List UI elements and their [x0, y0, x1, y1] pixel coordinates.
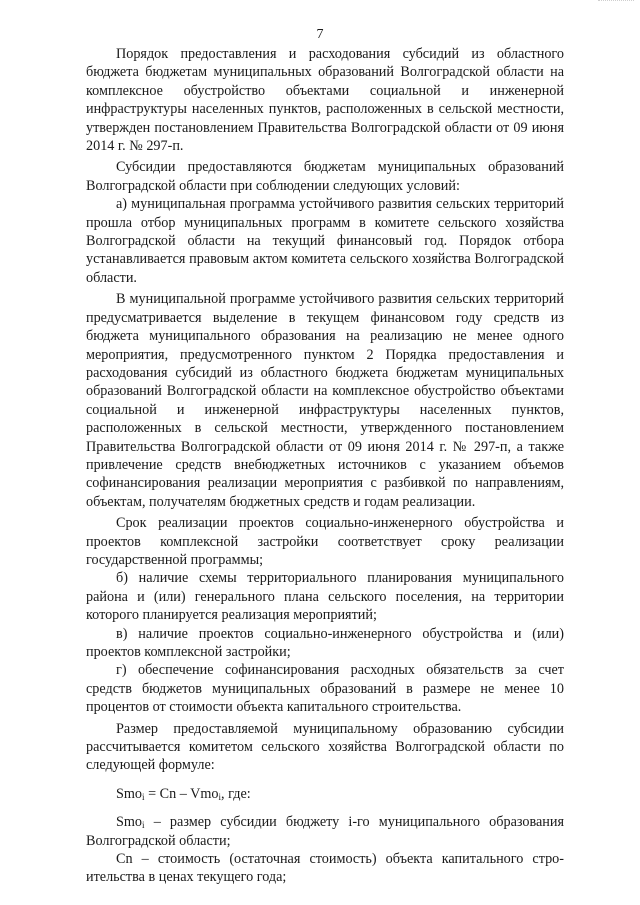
- paragraph-program-funding: В муниципальной программе устойчивого развития сельских территорий предусматривается выделение в текущем финансовом году средств из бюджета муниципального образования на реализацию не менее одного мероприятия, предусмотренного пунктом 2 Порядка предоставления и расходования субсидий из областного бюджета бюджетам муниципальных образований Волгоградской области на комплексное обустройство объектами социальной и инженерной инфраструктуры населенных пунктов, расположенных в сельской местности, утвержденного постановлением Правительства Волгоградской области от 09 июня 2014 г. № 297-п, а также привлечение средств внебюджетных источников с указанием объемов софинансирования реализации мероприятия с разбивкой по направлениям, объектам, получателям бюджетных средств и годам реализации.: [86, 291, 564, 510]
- scan-edge-mark: [598, 0, 634, 4]
- formula-lhs: Smo: [116, 785, 143, 802]
- definition-smo-symbol: Smo: [116, 814, 143, 831]
- paragraph-implementation-term: Срок реализации проектов социально-инженерного обустройства и проектов комплексной застройки соответствует сроку реализации государственной программы;: [86, 515, 564, 568]
- paragraph-condition-v: в) наличие проектов социально-инженерного обустройства и (или) проектов комплексной застройки;: [86, 625, 564, 660]
- subsidy-formula: [86, 785, 564, 803]
- document-body: [86, 45, 564, 887]
- paragraph-condition-g: г) обеспечение софинансирования расходных обязательств за счет средств бюджетов муниципальных образований в размере не менее 10 процентов от стоимости объекта капитального строительства.: [86, 662, 564, 716]
- paragraph-procedure: Порядок предоставления и расходования субсидий из областного бюджета бюджетам муниципальных образований Волгоградской области на комплексное обустройство объектами социальной и инженерной инфраструктуры населенных пунктов, расположенных в сельской местности, утвержден постановлением Правительства Волгоградской области от 09 июня 2014 г. № 297-п.: [86, 46, 564, 155]
- paragraph-subsidy-size: Размер предоставляемой муниципальному образованию субсидии рассчитывается комитетом сельского хозяйства Волгоградской области по следующей формуле:: [86, 720, 564, 774]
- page-number: 7: [316, 27, 324, 42]
- formula-lhs-subscript: i: [142, 791, 145, 802]
- paragraph-condition-b: б) наличие схемы территориального планирования муниципального района и (или) генерального плана сельского поселения, на территории которого планируется реализация мероприятий;: [86, 570, 564, 624]
- definition-smo: [86, 813, 564, 850]
- paragraph-conditions-intro: Субсидии предоставляются бюджетам муниципальных образований Волгоградской области при соблюдении следующих условий:: [86, 159, 564, 194]
- formula-rhs-subscript: i: [218, 791, 222, 802]
- formula-equation: = Cn – Vmo: [144, 785, 219, 802]
- definition-cn: Cn – стоимость (остаточная стоимость) объекта капитального строительства в ценах текущего года;: [86, 851, 564, 886]
- definition-smo-subscript: i: [142, 820, 145, 831]
- formula-tail: , где:: [221, 785, 251, 802]
- paragraph-condition-a: а) муниципальная программа устойчивого развития сельских территорий прошла отбор муниципальных программ в комитете сельского хозяйства Волгоградской области на текущий финансовый год. Порядок отбора устанавливается правовым актом комитета сельского хозяйства Волгоградской области.: [86, 196, 564, 286]
- definition-smo-text: – размер субсидии бюджету i-го муниципального образования Волгоградской области;: [86, 814, 564, 849]
